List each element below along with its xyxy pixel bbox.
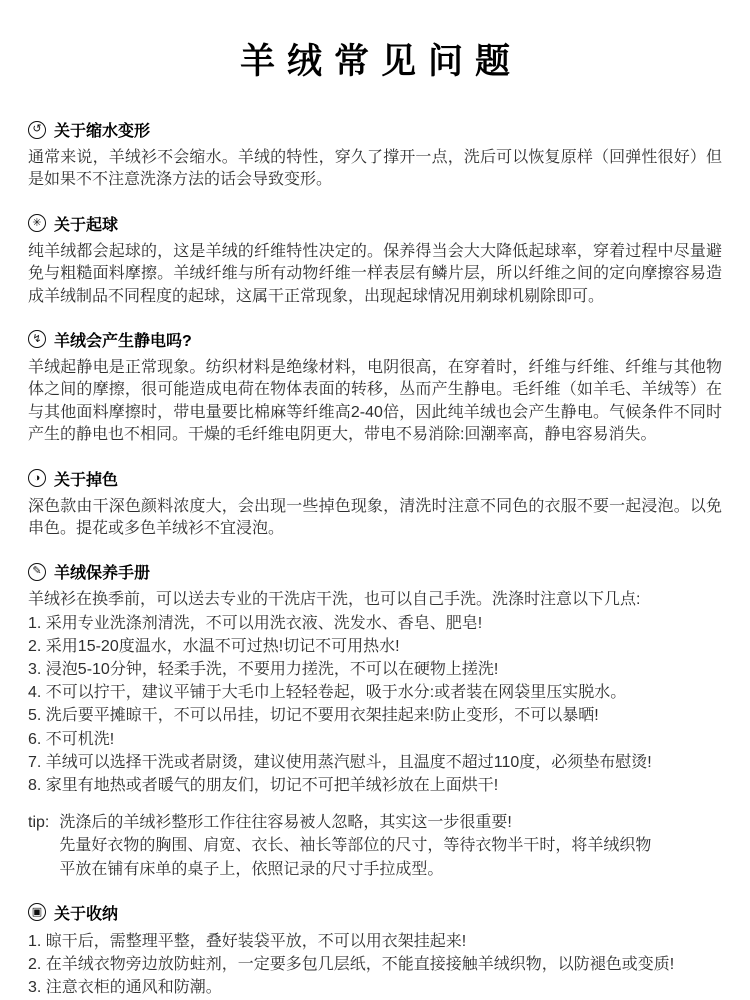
section-shrink-heading (28, 118, 722, 141)
section-static-title: 羊绒会产生静电吗? (54, 332, 192, 350)
section-fading-paragraph: 深色款由干深色颜料浓度大，会出现一些掉色现象，清洗时注意不同色的衣服不要一起浸泡。以免串色。提花或多色羊绒衫不宜浸泡。 (28, 497, 722, 537)
care-step-5: 5. 洗后要平摊晾干，不可以吊挂，切记不要用衣架挂起来!防止变形，不可以暴晒! (28, 707, 599, 725)
care-step-6: 6. 不可机洗! (28, 730, 115, 748)
section-pilling-title: 关于起球 (54, 216, 119, 234)
section-pilling-heading (28, 212, 722, 235)
tip-label: tip: (28, 814, 50, 832)
section-shrink-title: 关于缩水变形 (54, 123, 151, 140)
care-step-2: 2. 采用15-20度温水，水温不可过热!切记不可用热水! (28, 637, 400, 655)
section-care-title: 羊绒保养手册 (54, 565, 151, 583)
static-icon: ↯ (28, 330, 46, 348)
storage-step-2: 2. 在羊绒衣物旁边放防蛀剂，一定要多包几层纸，不能直接接触羊绒织物，以防褪色或变质! (28, 955, 675, 973)
fading-icon: ◑ (28, 469, 46, 487)
section-storage (28, 901, 722, 1000)
tip-line-2: 先量好衣物的胸围、肩宽、衣长、袖长等部位的尺寸，等待衣物半干时，将羊绒织物 (59, 837, 652, 855)
tip-block (28, 811, 722, 881)
section-fading-heading (28, 467, 722, 490)
storage-step-1: 1. 晾干后，需整理平整，叠好装袋平放，不可以用衣架挂起来! (28, 932, 467, 950)
section-static (28, 328, 722, 447)
page-title: 羊绒常见问题 (239, 42, 522, 81)
section-fading-title: 关于掉色 (54, 471, 119, 489)
storage-icon: ▣ (28, 903, 46, 921)
section-care-intro: 羊绒衫在换季前，可以送去专业的干洗店干洗，也可以自己手洗。洗涤时注意以下几点: (28, 591, 641, 609)
section-pilling-paragraph: 纯羊绒都会起球的，这是羊绒的纤维特性决定的。保养得当会大大降低起球率，穿着过程中尽量避免与粗糙面料摩擦。羊绒纤维与所有动物纤维一样表层有鳞片层，所以纤维之间的定向摩擦容易造成羊绒制品不同程度的起球，这属干正常现象，出现起球情况用剃球机剔除即可。 (28, 242, 722, 305)
section-storage-heading (28, 901, 722, 924)
care-step-7: 7. 羊绒可以选择干洗或者尉烫，建议使用蒸汽慰斗，且温度不超过110度，必须垫布慰烫! (28, 753, 652, 771)
care-step-1: 1. 采用专业洗涤剂清洗，不可以用洗衣液、洗发水、香皂、肥皂! (28, 614, 483, 632)
section-care-heading (28, 560, 722, 583)
section-static-paragraph: 羊绒起静电是正常现象。纺织材料是绝缘材料，电阴很高，在穿着时，纤维与纤维、纤维与其他物体之间的摩擦，很可能造成电荷在物体表面的转移，丛而产生静电。毛纤维（如羊毛、羊绒等）在与其他面料摩擦时，带电量要比棉麻等纤维高2-40倍，因此纯羊绒也会产生静电。气候条件不同时产生的静电也不相同。干燥的毛纤维电阴更大，带电不易消除:回潮率高，静电容易消失。 (28, 358, 722, 444)
section-care (28, 560, 722, 880)
section-storage-title: 关于收纳 (54, 905, 119, 923)
tip-line-3: 平放在铺有床单的桌子上，依照记录的尺寸手拉成型。 (59, 860, 444, 878)
section-static-heading (28, 328, 722, 351)
storage-step-3: 3. 注意衣柜的通风和防潮。 (28, 979, 222, 997)
section-shrink-paragraph: 通常来说，羊绒衫不会缩水。羊绒的特性，穿久了撑开一点，洗后可以恢复原样（回弹性很好）但是如果不不注意洗涤方法的话会导致变形。 (28, 149, 722, 189)
shrink-icon: ↺ (28, 121, 46, 139)
section-pilling (28, 212, 722, 308)
care-step-3: 3. 浸泡5-10分钟，轻柔手洗，不要用力搓洗，不可以在硬物上搓洗! (28, 661, 499, 679)
care-icon: ✎ (28, 563, 46, 581)
section-shrink (28, 118, 722, 192)
section-fading (28, 467, 722, 541)
care-step-8: 8. 家里有地热或者暖气的朋友们，切记不可把羊绒衫放在上面烘干! (28, 777, 499, 794)
tip-line-1: 洗涤后的羊绒衫整形工作往往容易被人忽略，其实这一步很重要! (59, 814, 512, 832)
care-step-4: 4. 不可以拧干，建议平铺于大毛巾上轻轻卷起，吸于水分:或者装在网袋里压实脱水。 (28, 684, 627, 702)
pilling-icon: ✳ (28, 214, 46, 232)
tip-lines (59, 811, 651, 881)
